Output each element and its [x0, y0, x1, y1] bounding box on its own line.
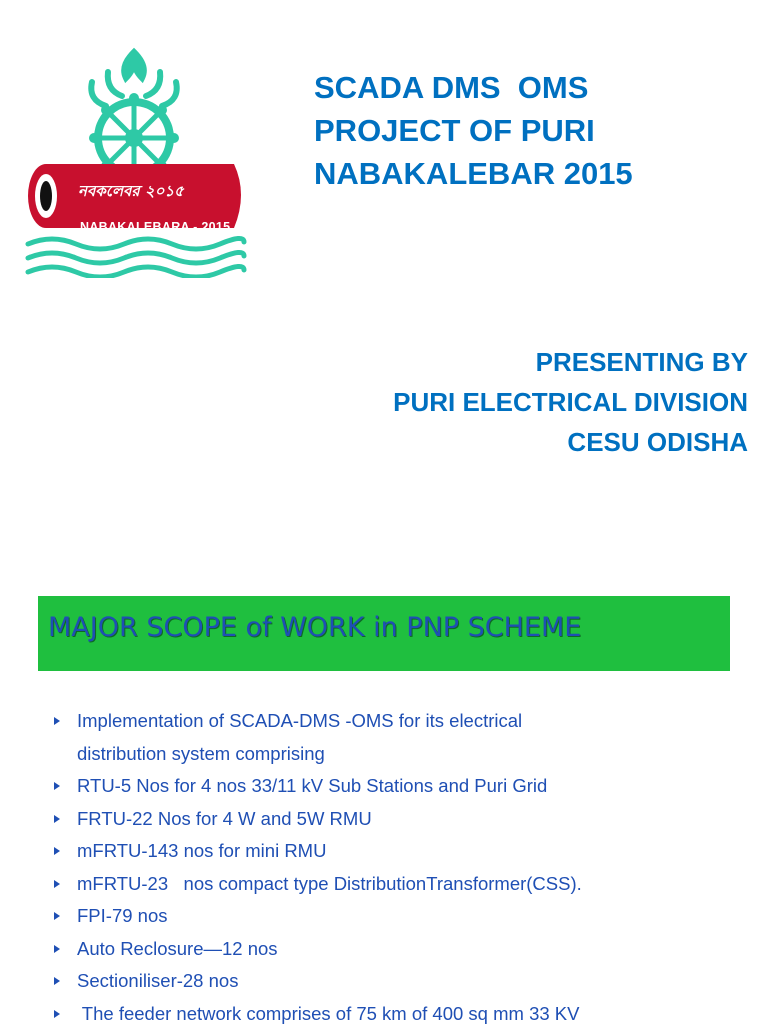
- bullet-item: [52, 998, 752, 1030]
- bullet-text: distribution system comprising: [77, 738, 752, 771]
- bullet-text: FPI-79 nos: [77, 900, 752, 933]
- bullet-text: Implementation of SCADA-DMS -OMS for its electrical: [77, 705, 752, 738]
- bullet-text: The feeder network comprises of 75 km of 400 sq mm 33 KV: [77, 998, 752, 1030]
- bullet-item: [52, 803, 752, 836]
- bullet-item: [52, 705, 752, 770]
- bullet-text: mFRTU-143 nos for mini RMU: [77, 835, 752, 868]
- bullet-arrow-icon: [54, 1010, 60, 1018]
- bullet-arrow-icon: [54, 717, 60, 725]
- bullet-arrow-icon: [54, 815, 60, 823]
- title-line-3: NABAKALEBAR 2015: [314, 152, 633, 195]
- bullet-arrow-icon: [54, 847, 60, 855]
- bullet-arrow-icon: [54, 880, 60, 888]
- nabakalebara-logo: [22, 46, 250, 278]
- bullet-text: FRTU-22 Nos for 4 W and 5W RMU: [77, 803, 752, 836]
- bullet-item: [52, 965, 752, 998]
- presenter-line-3: CESU ODISHA: [393, 422, 748, 462]
- logo-caption: NABAKALEBARA - 2015: [80, 220, 266, 234]
- presenter-line-2: PURI ELECTRICAL DIVISION: [393, 382, 748, 422]
- logo-graphic: [22, 46, 250, 278]
- bullet-arrow-icon: [54, 782, 60, 790]
- bullet-text: Auto Reclosure—12 nos: [77, 933, 752, 966]
- presenter-block: [393, 342, 748, 462]
- slide-heading: MAJOR SCOPE of WORK in PNP SCHEME: [48, 612, 581, 643]
- title-line-2: PROJECT OF PURI: [314, 109, 633, 152]
- bullet-arrow-icon: [54, 977, 60, 985]
- bullet-text: mFRTU-23 nos compact type DistributionTransformer(CSS).: [77, 868, 752, 901]
- bullet-list: [52, 705, 752, 1030]
- scope-slide: [0, 575, 768, 1024]
- bullet-arrow-icon: [54, 945, 60, 953]
- bullet-text: RTU-5 Nos for 4 nos 33/11 kV Sub Stations and Puri Grid: [77, 770, 752, 803]
- bullet-item: [52, 835, 752, 868]
- bullet-arrow-icon: [54, 912, 60, 920]
- presenter-line-1: PRESENTING BY: [393, 342, 748, 382]
- bullet-item: [52, 900, 752, 933]
- bullet-item: [52, 933, 752, 966]
- heading-bar: [38, 596, 730, 671]
- bullet-item: [52, 868, 752, 901]
- bullet-item: [52, 770, 752, 803]
- logo-script-text: নবকলেবর ২০১৫: [78, 180, 258, 205]
- title-line-1: SCADA DMS OMS: [314, 66, 633, 109]
- bullet-text: Sectioniliser-28 nos: [77, 965, 752, 998]
- slide-title: [314, 66, 633, 195]
